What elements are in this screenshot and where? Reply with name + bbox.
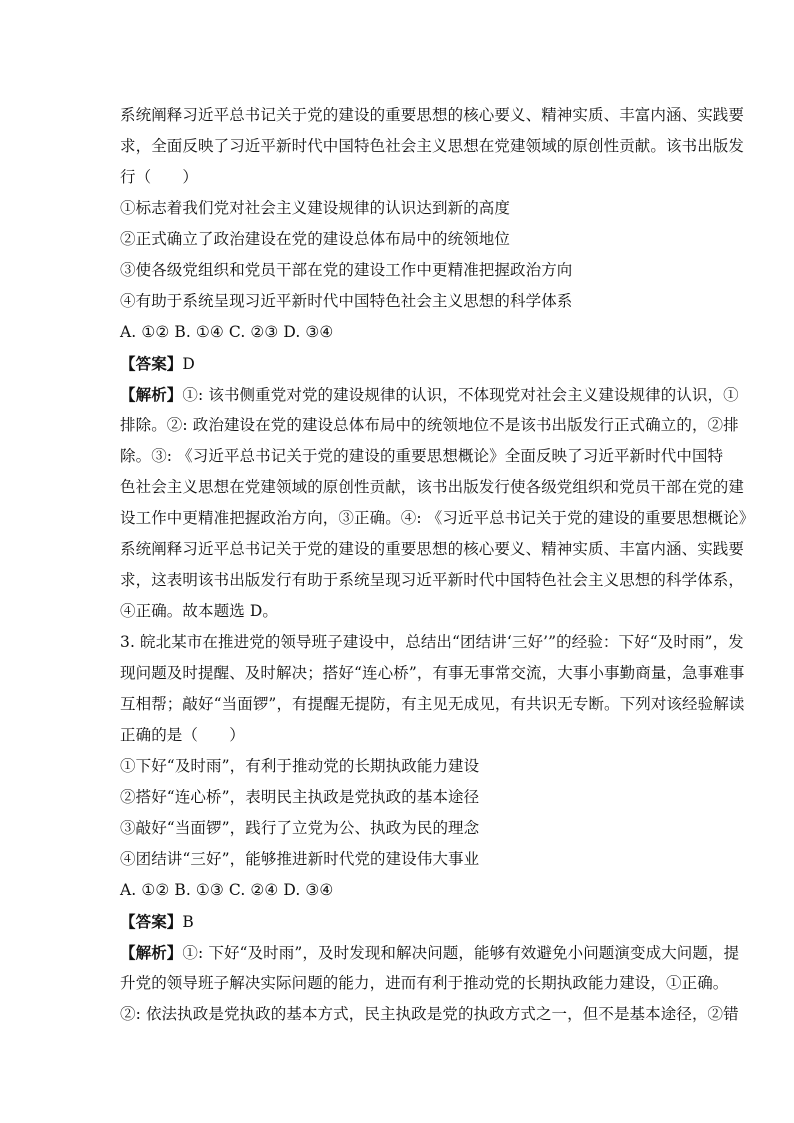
q2-analysis-line-4: 色社会主义思想在党建领域的原创性贡献，该书出版发行使各级党组织和党员干部在党的建 (120, 478, 745, 496)
q2-analysis-line-7: 求，这表明该书出版发行有助于系统呈现习近平新时代中国特色社会主义思想的科学体系， (120, 571, 745, 589)
q3-analysis-line-1 (120, 937, 740, 968)
q2-analysis-line-5: 设工作中更精准把握政治方向，③正确。④: 《习近平总书记关于党的建设的重要思想概论》 (120, 509, 755, 527)
q2-choices: A. ①② B. ①④ C. ②③ D. ③④ (120, 323, 334, 341)
q3-stem-line-3: 互相帮；敲好“当面锣”，有提醒无提防，有主见无成见，有共识无专断。下列对该经验解读 (120, 695, 745, 713)
q2-option-1: ①标志着我们党对社会主义建设规律的认识达到新的高度 (120, 199, 511, 217)
q2-stem-line-3: 行（ ） (120, 168, 199, 186)
q3-analysis-line-2: 升党的领导班子解决实际问题的能力，进而有利于推动党的长期执政能力建设，①正确。 (120, 974, 729, 992)
q2-stem-line-1: 系统阐释习近平总书记关于党的建设的重要思想的核心要义、精神实质、丰富内涵、实践要 (120, 106, 745, 124)
q2-analysis-label: 【解析】 (120, 385, 183, 404)
q3-answer (120, 906, 680, 937)
q2-analysis-text-1: ①: 该书侧重党对党的建设规律的认识，不体现党对社会主义建设规律的认识，① (182, 386, 739, 404)
q2-option-2: ②正式确立了政治建设在党的建设总体布局中的统领地位 (120, 230, 511, 248)
document-content (120, 100, 755, 1030)
q3-answer-label: 【答案】 (120, 912, 183, 931)
q2-option-3: ③使各级党组织和党员干部在党的建设工作中更精准把握政治方向 (120, 261, 573, 279)
q2-answer-value: D (182, 355, 195, 373)
q2-answer-label: 【答案】 (120, 354, 183, 373)
q2-analysis-line-3: 除。③: 《习近平总书记关于党的建设的重要思想概论》全面反映了习近平新时代中国特 (120, 447, 724, 465)
q3-stem-line-4: 正确的是（ ） (120, 726, 245, 744)
q3-analysis-text-1: ①: 下好“及时雨”，及时发现和解决问题，能够有效避免小问题演变成大问题，提 (182, 944, 740, 962)
q2-analysis-line-8: ④正确。故本题选 D。 (120, 602, 278, 620)
q2-analysis-line-1 (120, 379, 739, 410)
q2-answer (120, 348, 680, 379)
q3-option-4: ④团结讲“三好”，能够推进新时代党的建设伟大事业 (120, 850, 480, 868)
q2-analysis-line-2: 排除。②: 政治建设在党的建设总体布局中的统领地位不是该书出版发行正式确立的，②排 (120, 416, 739, 434)
q3-option-3: ③敲好“当面锣”，践行了立党为公、执政为民的理念 (120, 819, 480, 837)
q3-analysis-label: 【解析】 (120, 943, 183, 962)
q3-choices: A. ①② B. ①③ C. ②④ D. ③④ (120, 881, 334, 899)
q3-stem-line-1: 3. 皖北某市在推进党的领导班子建设中，总结出“团结讲‘三好’”的经验：下好“及时雨”，发 (120, 633, 744, 651)
q3-analysis-line-3: ②: 依法执政是党执政的基本方式，民主执政是党的执政方式之一，但不是基本途径，②错 (120, 1005, 739, 1023)
q3-option-1: ①下好“及时雨”，有利于推动党的长期执政能力建设 (120, 757, 480, 775)
q2-stem-line-2: 求，全面反映了习近平新时代中国特色社会主义思想在党建领域的原创性贡献。该书出版发 (120, 137, 745, 155)
q2-option-4: ④有助于系统呈现习近平新时代中国特色社会主义思想的科学体系 (120, 292, 573, 310)
q3-stem-line-2: 现问题及时提醒、及时解决；搭好“连心桥”，有事无事常交流，大事小事勤商量，急事难事 (120, 664, 745, 682)
q2-analysis-line-6: 系统阐释习近平总书记关于党的建设的重要思想的核心要义、精神实质、丰富内涵、实践要 (120, 540, 745, 558)
q3-option-2: ②搭好“连心桥”，表明民主执政是党执政的基本途径 (120, 788, 480, 806)
q3-answer-value: B (182, 913, 194, 931)
